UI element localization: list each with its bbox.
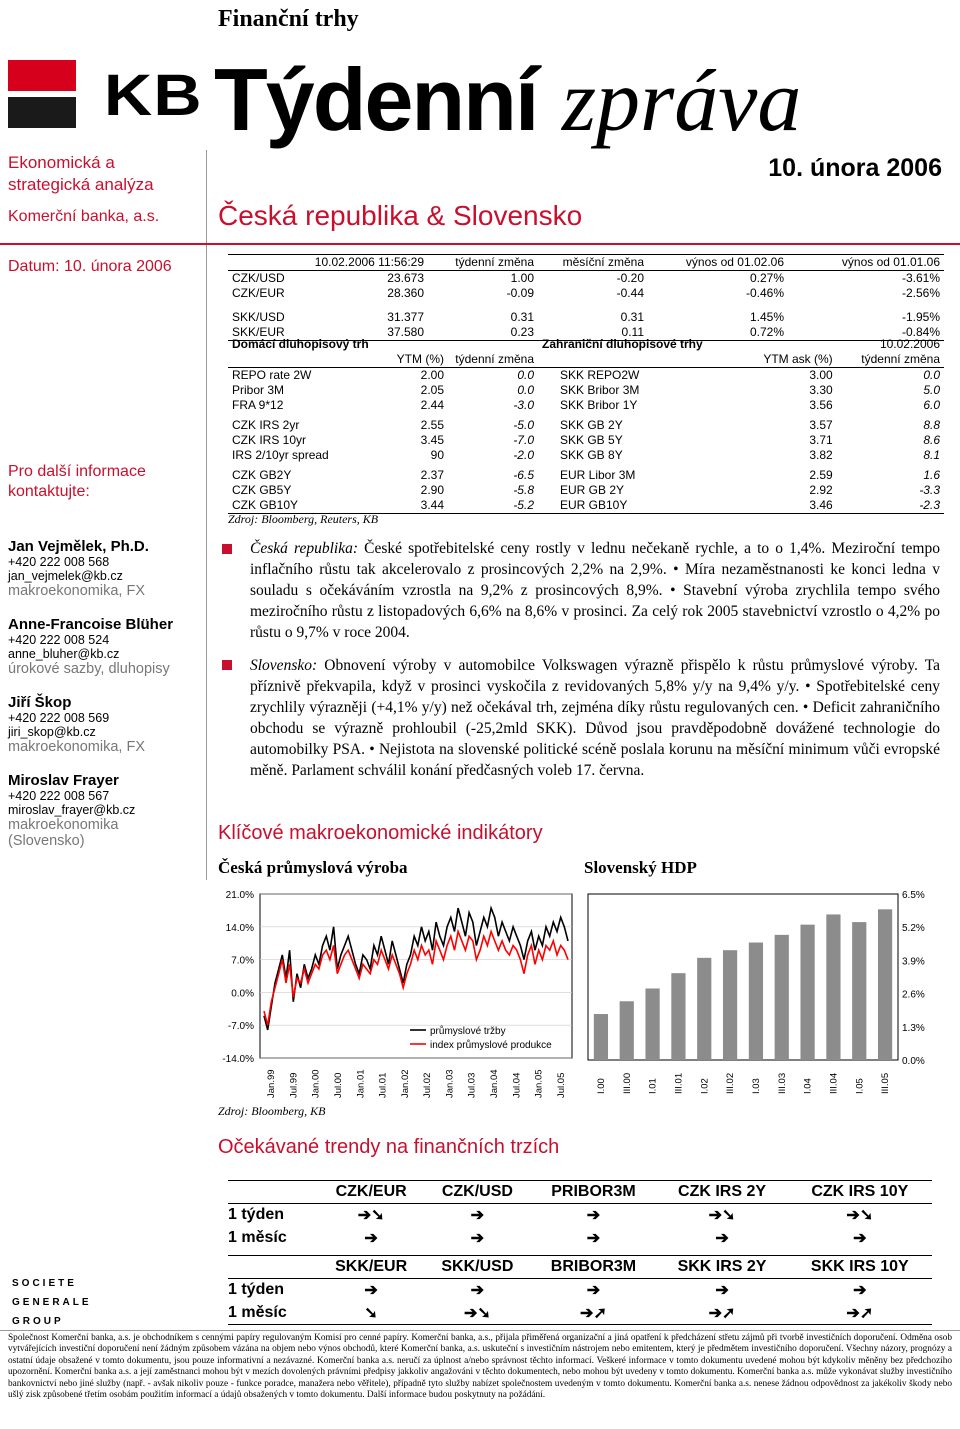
x-tick-label: I.01 xyxy=(647,1078,659,1094)
sg-logo-line: GROUP xyxy=(12,1316,64,1327)
table-source: Zdroj: Bloomberg, Reuters, KB xyxy=(228,512,379,526)
contact-list xyxy=(8,538,203,849)
sg-logo-line: SOCIETE xyxy=(12,1278,77,1289)
kb-logo-icon xyxy=(8,60,76,128)
trend-arrow-icon: ➔➘ xyxy=(357,1207,385,1225)
x-tick-label: Jul.05 xyxy=(555,1072,567,1098)
x-tick-label: I.00 xyxy=(595,1078,607,1094)
indicators-heading: Klíčové makroekonomické indikátory xyxy=(218,822,543,844)
divider xyxy=(206,150,207,880)
table-row: Pribor 3M 2.05 0.0 SKK Bribor 3M 3.30 5.0 xyxy=(232,383,940,397)
trend-arrow-icon: ➔➚ xyxy=(846,1304,874,1322)
email-link[interactable]: jiri_skop@kb.cz xyxy=(8,725,96,739)
fx-table xyxy=(228,254,944,341)
trend-arrow-icon: ➔ xyxy=(715,1230,729,1247)
table-row: 1 měsíc ➘ ➔➘ ➔➚ ➔➚ ➔➚ xyxy=(228,1302,932,1325)
y-tick-label: 7.0% xyxy=(231,955,254,967)
legend-label: průmyslové tržby xyxy=(430,1026,506,1037)
y-tick-label: -7.0% xyxy=(227,1021,254,1033)
x-tick-label: III.05 xyxy=(880,1072,892,1094)
plot-area xyxy=(588,894,898,1060)
trend-arrow-icon: ➘ xyxy=(364,1304,378,1322)
table-row: IRS 2/10yr spread 90 -2.0 SKK GB 8Y 3.82 8.1 xyxy=(232,448,940,462)
table-row: 1 týden ➔➘ ➔ ➔ ➔➘ ➔➘ xyxy=(228,1204,932,1227)
bank-name: Komerční banka, a.s. xyxy=(8,208,160,225)
trend-arrow-icon: ➔ xyxy=(853,1230,867,1247)
gdp-bar xyxy=(749,943,763,1060)
y-tick-label: 3.9% xyxy=(902,956,925,968)
table-row: REPO rate 2W 2.00 0.0 SKK REPO2W 3.00 0.0 xyxy=(232,368,940,382)
cz-industry-chart xyxy=(218,882,580,1102)
y-tick-label: 5.2% xyxy=(902,923,925,935)
series-line xyxy=(264,932,568,1026)
contact-heading: Pro další informace kontaktujte: xyxy=(8,463,146,500)
trend-arrow-icon: ➔ xyxy=(853,1282,867,1300)
trend-arrow-icon: ➔➚ xyxy=(708,1304,736,1322)
table-row: CZK GB2Y 2.37 -6.5 EUR Libor 3M 2.59 1.6 xyxy=(232,468,940,482)
datum: Datum: 10. února 2006 xyxy=(8,258,172,275)
trend-arrow-icon: ➔ xyxy=(470,1230,485,1247)
report-date: 10. února 2006 xyxy=(768,154,942,182)
table-row: CZK GB10Y 3.44 -5.2 EUR GB10Y 3.46 -2.3 xyxy=(228,498,944,514)
legend-label: index průmyslové produkce xyxy=(430,1040,552,1051)
gdp-bar xyxy=(697,958,711,1060)
x-tick-label: III.02 xyxy=(725,1072,737,1094)
table-row: CZK IRS 2yr 2.55 -5.0 SKK GB 2Y 3.57 8.8 xyxy=(232,418,940,432)
bullet-square-icon xyxy=(222,660,232,670)
gdp-bar xyxy=(878,909,892,1060)
chart-source: Zdroj: Bloomberg, KB xyxy=(218,1104,326,1118)
table-row: CZK/EUR 28.360 -0.09 -0.44 -0.46% -2.56% xyxy=(232,286,940,300)
x-tick-label: III.01 xyxy=(673,1072,685,1094)
x-tick-label: Jul.02 xyxy=(422,1072,434,1098)
table-row: 1 týden ➔ ➔ ➔ ➔ ➔ xyxy=(228,1279,932,1302)
contact-card: Jiří Škop +420 222 008 569 jiri_skop@kb.cz makroekonomika, FX xyxy=(8,694,203,755)
trend-arrow-icon: ➔➘ xyxy=(463,1304,491,1322)
sg-logo-line: GENERALE xyxy=(12,1297,92,1308)
trend-arrow-icon: ➔➘ xyxy=(708,1207,736,1225)
table-header: 10.02.2006 11:56:29 týdenní změna měsíční změna výnos od 01.02.06 výnos od 01.01.06 xyxy=(228,255,944,271)
x-tick-label: I.04 xyxy=(802,1078,814,1094)
gdp-bar xyxy=(800,925,814,1060)
gdp-bar xyxy=(671,973,685,1060)
table-row: SKK/USD 31.377 0.31 0.31 1.45% -1.95% xyxy=(232,310,940,324)
x-tick-label: Jul.00 xyxy=(333,1072,344,1098)
y-tick-label: 0.0% xyxy=(902,1056,925,1067)
section-label: Finanční trhy xyxy=(218,6,359,32)
x-tick-label: Jan.02 xyxy=(399,1069,411,1098)
x-tick-label: Jan.03 xyxy=(444,1069,456,1098)
trend-arrow-icon: ➔ xyxy=(364,1282,378,1300)
x-tick-label: Jan.05 xyxy=(533,1069,545,1098)
x-tick-label: I.03 xyxy=(750,1078,762,1094)
trend-arrow-icon: ➔ xyxy=(586,1282,601,1300)
trends-table: CZK/EUR CZK/USD PRIBOR3M CZK IRS 2Y CZK IRS 10Y 1 týden ➔➘ ➔ ➔ ➔➘ ➔➘ 1 měsíc ➔ ➔ ➔ ➔ ➔ SKK/EUR SKK/USD BRIBOR3M SKK IRS 2Y SKK IRS 10Y 1 týden ➔ ➔ ➔ ➔ ➔ 1 měsíc ➘ ➔➘ ➔➚ ➔➚ ➔➚ xyxy=(228,1180,932,1325)
y-tick-label: 14.0% xyxy=(225,922,254,934)
y-tick-label: 0.0% xyxy=(231,988,254,1000)
x-tick-label: I.05 xyxy=(854,1078,866,1094)
page-title: Týdenní zpráva xyxy=(214,50,802,150)
x-tick-label: Jul.99 xyxy=(288,1072,300,1098)
trends-heading: Očekávané trendy na finančních trzích xyxy=(218,1136,560,1158)
trend-arrow-icon: ➔ xyxy=(470,1282,485,1300)
email-link[interactable]: jan_vejmelek@kb.cz xyxy=(8,569,123,583)
department: Ekonomická a strategická analýza xyxy=(8,153,154,194)
gdp-bar xyxy=(594,1014,608,1060)
x-tick-label: Jul.03 xyxy=(466,1072,478,1098)
x-tick-label: III.00 xyxy=(621,1072,633,1094)
y-tick-label: 1.3% xyxy=(902,1022,925,1034)
chart-title-cz: Česká průmyslová výroba xyxy=(218,858,408,877)
x-tick-label: Jan.04 xyxy=(489,1069,500,1098)
table-row: CZK GB5Y 2.90 -5.8 EUR GB 2Y 2.92 -3.3 xyxy=(232,483,940,497)
table-row: CZK/USD 23.673 1.00 -0.20 0.27% -3.61% xyxy=(232,271,940,285)
header-rule xyxy=(0,243,960,245)
cz-paragraph: Česká republika: České spotřebitelské ceny rostly v lednu nečekaně rychle, a to o 1,4%. Meziroční tempo inflačního růstu tak akcelerovalo z prosincových 2,2% na 2,9%. • Míra nezaměstnanosti ke konci ledna v souladu s očekáváním vzrostla na 9,2% z prosincových 8,9%. • Stavební výroba zrychlila tempo svého meziročního růstu z listopadových 6,6% na 8,6% v prosinci. Za celý rok 2005 stavebnictví vzrostlo o 4,2% po růstu o 9,7% v roce 2004. xyxy=(250,540,940,641)
trend-arrow-icon: ➔➘ xyxy=(846,1207,874,1225)
bond-table: Domácí dluhopisový trh Zahraniční dluhopisové trhy 10.02.2006 YTM (%) týdenní změna YTM ask (%) týdenní změna REPO rate 2W 2.00 0.0 SKK REPO2W 3.00 0.0 Pribor 3M 2.05 0.0 SKK Bribor 3M 3.30 5.0 FRA 9*12 2.44 -3.0 SKK Bribor 1Y 3.56 6.0 CZK IRS 2yr 2.55 -5.0 SKK GB 2Y 3.57 8.8 CZK IRS 10yr 3.45 -7.0 SKK GB 5Y 3.71 8.6 IRS 2/10yr spread 90 -2.0 SKK GB 8Y 3.82 8.1 CZK GB2Y 2.37 -6.5 EUR Libor 3M 2.59 1.6 CZK GB5Y 2.90 -5.8 EUR GB 2Y 2.92 -3.3 CZK GB10Y 3.44 -5.2 EUR GB10Y 3.46 -2.3 xyxy=(228,337,944,514)
bullet-square-icon xyxy=(222,544,232,554)
contact-card: Miroslav Frayer +420 222 008 567 miroslav_frayer@kb.cz makroekonomika (Slovensko) xyxy=(8,772,203,849)
table-row: FRA 9*12 2.44 -3.0 SKK Bribor 1Y 3.56 6.0 xyxy=(232,398,940,412)
contact-card: Anne-Francoise Blüher +420 222 008 524 anne_bluher@kb.cz úrokové sazby, dluhopisy xyxy=(8,616,203,677)
contact-card: Jan Vejmělek, Ph.D. +420 222 008 568 jan_vejmelek@kb.cz makroekonomika, FX xyxy=(8,538,203,599)
gdp-bar xyxy=(852,922,866,1060)
trend-arrow-icon: ➔➚ xyxy=(580,1304,607,1322)
gdp-bar xyxy=(775,935,789,1060)
region-title: Česká republika & Slovensko xyxy=(218,200,583,231)
x-tick-label: Jan.01 xyxy=(355,1069,367,1098)
trend-arrow-icon: ➔ xyxy=(364,1230,378,1247)
sk-paragraph: Slovensko: Obnovení výroby v automobilce Volkswagen výrazně přispělo k růstu průmyslové výroby. Ta příznivě překvapila, když v prosinci vyskočila z revidovaných 5,8% y/y na 9,4% y/y. • Spotřebitelské ceny zrychlily výrazněji (+4,1% y/y) než očekával trh, zejména díky růstu regulovaných cen. • Deficit zahraničního obchodu se výrazně prohloubil (-25,2mld SKK). Důvod jsou pravděpodobně dovážené technologie do automobilky PSA. • Nejistota na slovenské politické scéně poslala korunu na měsíční minimum vůči evropské měně. Parlament schválil konání předčasných voleb 17. června. xyxy=(250,657,940,779)
chart-title-sk: Slovenský HDP xyxy=(584,858,697,877)
y-tick-label: -14.0% xyxy=(222,1054,254,1065)
gdp-bar xyxy=(723,950,737,1060)
trend-arrow-icon: ➔ xyxy=(470,1207,485,1225)
sk-gdp-chart xyxy=(584,882,940,1102)
y-tick-label: 2.6% xyxy=(902,989,925,1001)
gdp-bar xyxy=(645,988,659,1060)
trend-arrow-icon: ➔ xyxy=(715,1282,729,1300)
table-row: SKK/EUR 37.580 0.23 0.11 0.72% -0.84% xyxy=(228,325,944,341)
trend-arrow-icon: ➔ xyxy=(586,1207,601,1225)
email-link[interactable]: anne_bluher@kb.cz xyxy=(8,647,120,661)
x-tick-label: III.04 xyxy=(828,1072,840,1094)
y-tick-label: 6.5% xyxy=(902,890,925,901)
disclaimer: Společnost Komerční banka, a.s. je obchodníkem s cennými papíry regulovaným Komisí pro cenné papíry. Komerční banka, a.s., přijala přiměřená organizační a jiná opatření k předcházení střetu zájmů při tvorbě investičních doporučení. Odměna osob vytvářejících investiční doporučení není žádným způsobem vázána na objem nebo výnos obchodů, které Komerční banka, a.s. uskuteční s investičním nástrojem nebo emitentem, který je předmětem investičního doporučení. Všechny názory, prognózy a ostatní údaje obsažené v tomto dokumentu, jsou pouze informativní a nezávazné. Komerční banka a.s. neručí za úplnost a/nebo správnost těchto informací. Veškeré informace v tomto dokumentu uvedené mohou být kdykoliv měněny bez předchozího upozornění. Komerční banka a.s. a její zaměstnanci mohou být v mezích dovolených právními předpisy jakkoliv angažováni v těchto dokumentech, nebo mohou být uvedeny v tomto dokumentu. Komerční banka a.s. může vykonávat služby investičního bankovnictví nebo jiné služby (např. - avšak nikoliv pouze - funkce poradce, manažera nebo věřitele), případně tyto služby nabízet společnostem uvedeným v tomto dokumentu. Komerční banka a.s. nenese žádnou odpovědnost za jakékoliv škody nebo ušlý zisk způsobené třetím osobám použitím informací a údajů obsažených v tomto dokumentu. Další informace budou poskytnuty na požádání. xyxy=(8,1333,952,1401)
x-tick-label: Jan.99 xyxy=(266,1069,278,1098)
table-row: CZK IRS 10yr 3.45 -7.0 SKK GB 5Y 3.71 8.6 xyxy=(232,433,940,447)
gdp-bar xyxy=(826,914,840,1060)
y-tick-label: 21.0% xyxy=(225,890,254,901)
x-tick-label: III.03 xyxy=(776,1072,788,1094)
x-tick-label: I.02 xyxy=(699,1078,711,1094)
x-tick-label: Jul.04 xyxy=(511,1072,523,1098)
trend-arrow-icon: ➔ xyxy=(586,1230,601,1247)
footer-rule xyxy=(0,1330,960,1331)
email-link[interactable]: miroslav_frayer@kb.cz xyxy=(8,803,136,817)
x-tick-label: Jan.00 xyxy=(310,1069,322,1098)
logo-text: KB xyxy=(104,63,203,128)
table-row: 1 měsíc ➔ ➔ ➔ ➔ ➔ xyxy=(228,1227,932,1250)
x-tick-label: Jul.01 xyxy=(377,1072,389,1098)
gdp-bar xyxy=(620,1001,634,1060)
